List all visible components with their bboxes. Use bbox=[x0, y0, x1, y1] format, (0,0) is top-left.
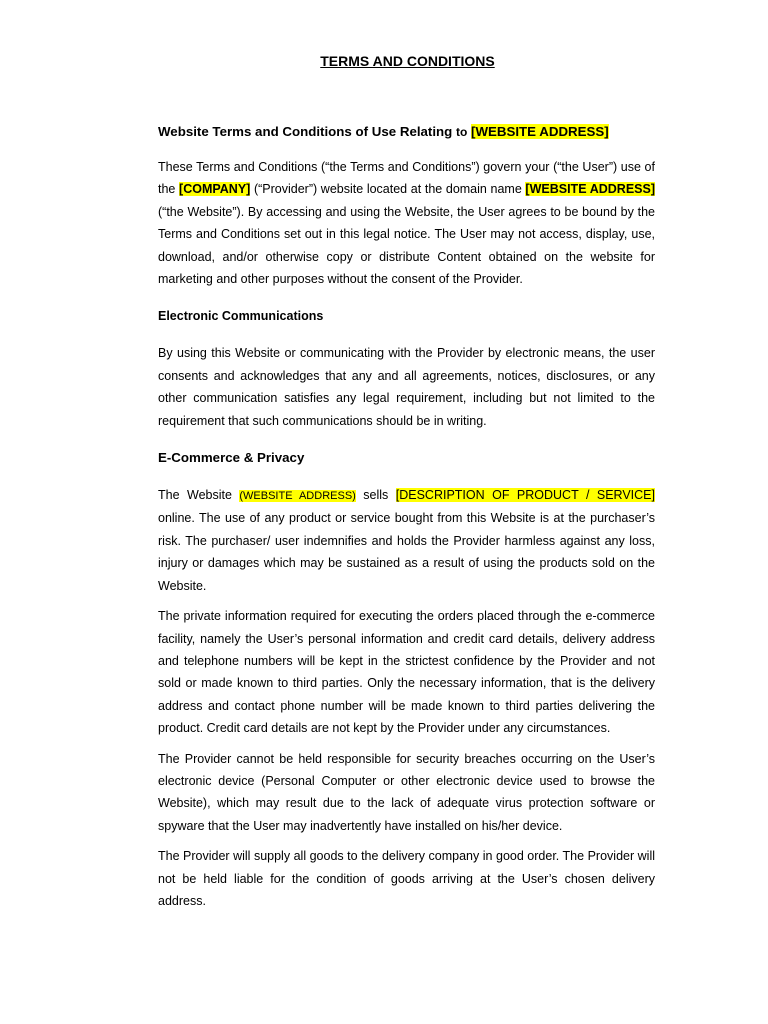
main-heading-to: to bbox=[456, 125, 468, 139]
ecommerce-text-b: sells bbox=[355, 488, 396, 503]
main-heading bbox=[158, 122, 655, 142]
ecommerce-heading: E-Commerce & Privacy bbox=[158, 450, 305, 466]
main-heading-placeholder: [WEBSITE ADDRESS] bbox=[471, 124, 609, 139]
ecommerce-text-a: The Website bbox=[158, 488, 240, 503]
ecommerce-paragraph-1 bbox=[158, 484, 655, 597]
ecommerce-text-c: online. The use of any product or service bought from this Website is at the purchaser’s risk. The purchaser/ user indemnifies and holds the Provider harmless against any loss, injury or damages which may be sustained as a result of using the products sold on the Website. bbox=[158, 511, 655, 593]
intro-text-2: (“Provider”) website located at the domain name bbox=[250, 182, 526, 197]
ecommerce-paragraph-4: The Provider will supply all goods to the delivery company in good order. The Provider will not be held liable for the condition of goods arriving at the User’s chosen delivery address. bbox=[158, 849, 655, 908]
website-placeholder: [WEBSITE ADDRESS] bbox=[525, 182, 655, 197]
description-placeholder: [DESCRIPTION OF PRODUCT / SERVICE] bbox=[395, 488, 655, 503]
intro-text-1: These Terms and Conditions (“the Terms and Conditions”) govern your (“the User”) use of the bbox=[158, 160, 655, 197]
document-title: TERMS AND CONDITIONS bbox=[320, 53, 495, 69]
ecommerce-paragraph-2: The private information required for executing the orders placed through the e-commerce facility, namely the User’s personal information and credit card details, delivery address and telephone numbers will be kept in the strictest confidence by the Provider and not sold or made known to third parties. Only the necessary information, that is the delivery address and contact phone number will be made known to third parties delivering the product. Credit card details are not kept by the Provider under any circumstances. bbox=[158, 609, 655, 736]
ecommerce-paragraph-3: The Provider cannot be held responsible for security breaches occurring on the User’s electronic device (Personal Computer or other electronic device used to browse the Website), which may result due to the lack of adequate virus protection software or spyware that the User may inadvertently have installed on his/her device. bbox=[158, 751, 655, 833]
company-placeholder: [COMPANY] bbox=[179, 182, 251, 197]
intro-paragraph bbox=[158, 156, 655, 290]
document-body bbox=[158, 52, 655, 912]
intro-text-3: (“the Website”). By accessing and using the Website, the User agrees to be bound by the Terms and Conditions set out in this legal notice. The User may not access, display, use, download, and/or otherwise copy or distribute Content obtained on the website for marketing and other purposes without the consent of the Provider. bbox=[158, 204, 655, 287]
main-heading-text: Website Terms and Conditions of Use Relating bbox=[158, 124, 456, 139]
electronic-paragraph: By using this Website or communicating with the Provider by electronic means, the user consents and acknowledges that any and all agreements, notices, disclosures, or any other communication satisfies any legal requirement, including but not limited to the requirement that such communications should be in writing. bbox=[158, 346, 655, 428]
electronic-heading: Electronic Communications bbox=[158, 309, 324, 324]
ecommerce-website-placeholder: (WEBSITE ADDRESS) bbox=[239, 490, 356, 503]
